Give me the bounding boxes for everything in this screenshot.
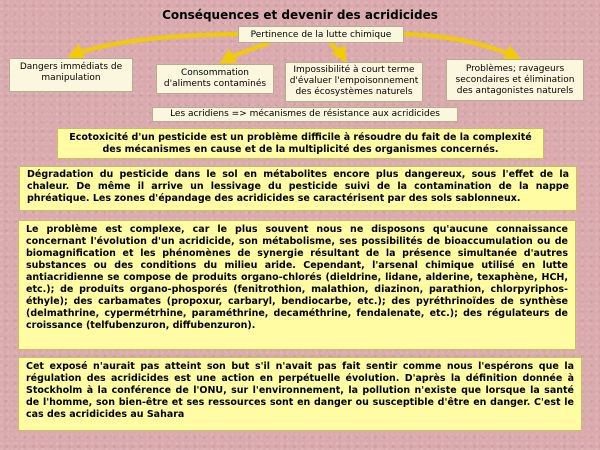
root-node: Pertinence de la lutte chimique: [238, 26, 404, 43]
paragraph-conclusion: Cet exposé n'aurait pas atteint son but s'il n'avait pas fait sentir comme nous l'espérons que la régulation des acridicides est une action en perpétuelle évolution. D'après la définition donnée à Stockholm à la conférence de l'ONU, sur l'environnement, la pollution n'existe que lorsque la santé de l'homme, son bien-être et ses ressources sont en danger ou susceptible d'être en danger. C'est le cas des acridicides au Sahara: [18, 357, 582, 431]
resistance-node: Les acridiens => mécanismes de résistance aux acridicides: [152, 107, 458, 122]
branch-dangers: Dangers immédiats de manipulation: [9, 58, 133, 92]
paragraph-probleme: Le problème est complexe, car le plus souvent nous ne disposons qu'aucune connaissance concernant l'évolution d'un acridicide, son métabolisme, ses possibilités de bioaccumulation ou de biomagnification et les phénomènes de synergie résultant de la présence simultanée d'autres substances ou des conditions du milieu aride. Cependant, l'arsenal chimique utilisé en lutte antiacridienne se compose de produits organo-chlorés (dieldrine, lidane, alderine, texaphène, HCH, etc.); de produits organo-phosporés (fenitrothion, malathion, diazinon, parathion, chlorpyriphos-éthyle); des carbamates (propoxur, carbaryl, bendiocarbe, etc.); des pyréthrinoïdes de synthèse (delmathrine, cypermétrhine, paraméthrine, decaméthrine, fendalenate, etc.); des régulateurs de croissance (telfubenzuron, diffubenzuron).: [18, 220, 576, 350]
branch-impossibilite: Impossibilité à court terme d'évaluer l'empoisonnement des écosystèmes naturels: [285, 62, 423, 102]
arrow-to-dangers: [70, 34, 238, 56]
page-title: Conséquences et devenir des acridicides: [162, 8, 438, 22]
branch-consommation: Consommation d'aliments contaminés: [156, 64, 274, 94]
arrow-to-impossibilite: [330, 43, 345, 60]
branch-problemes: Problèmes; ravageurs secondaires et élimination des antagonistes naturels: [446, 59, 584, 101]
arrow-to-problemes: [404, 34, 518, 58]
paragraph-ecotoxicite: Ecotoxicité d'un pesticide est un problème difficile à résoudre du fait de la complexité des mécanismes en cause et de la multiplicité des organismes concernés.: [57, 128, 544, 159]
arrow-to-consommation: [222, 43, 270, 62]
paragraph-degradation: Dégradation du pesticide dans le sol en métabolites encore plus dangereux, sous l'effet de la chaleur. De même il arrive un lessivage du pesticide suivi de la contamination de la nappe phréatique. Les zones d'épandage des acridicides se caractérisent par des sols sablonneux.: [19, 166, 577, 211]
